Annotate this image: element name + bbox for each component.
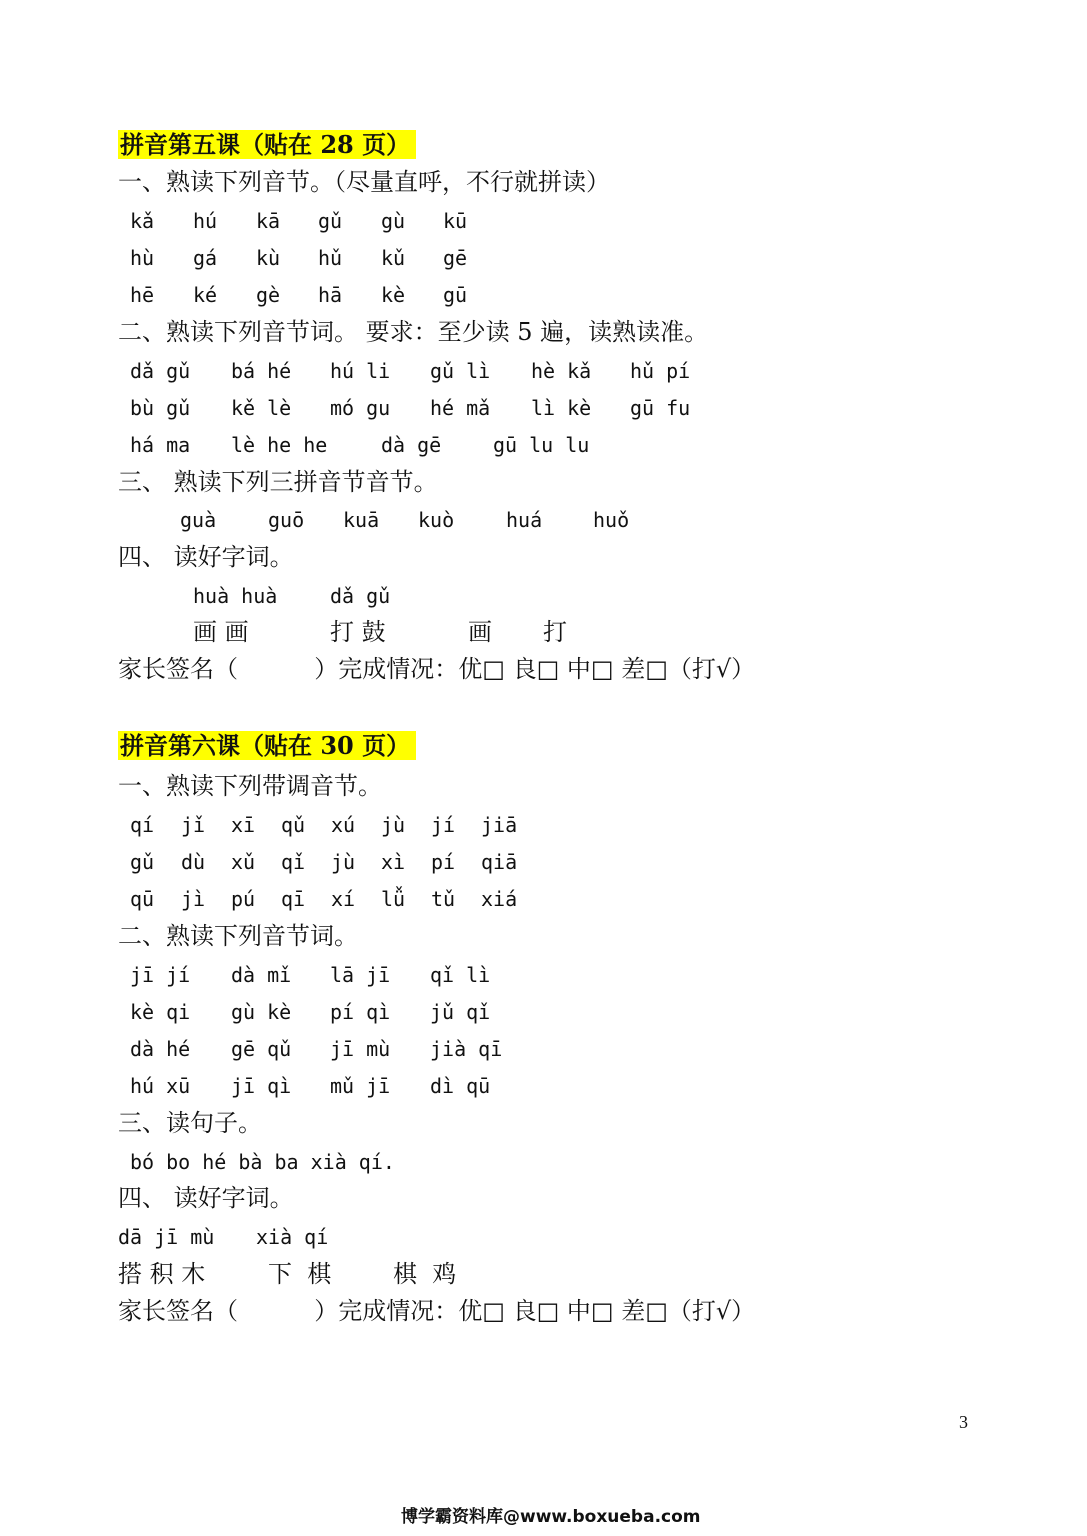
syllable: qǔ xyxy=(281,813,306,837)
word: jǔ qǐ xyxy=(430,1000,491,1024)
syllable: lǚ xyxy=(381,887,406,911)
syllable: gá xyxy=(193,246,218,270)
word-chars: 画 画 xyxy=(193,618,249,646)
word-chars: 搭 积 木 xyxy=(118,1260,206,1288)
syllable: qí xyxy=(130,813,155,837)
word: kè qi xyxy=(130,1000,191,1024)
syllable: jù xyxy=(381,813,406,837)
page-number: 3 xyxy=(959,1412,968,1432)
syllable: gē xyxy=(443,246,468,270)
word: hè kǎ xyxy=(531,359,592,383)
lesson5-section4-heading: 四、 读好字词。 xyxy=(118,543,294,571)
syllable: xú xyxy=(331,813,356,837)
syllable: huá xyxy=(506,508,543,532)
syllable: xì xyxy=(381,850,406,874)
syllable: gù xyxy=(381,209,406,233)
word: hǔ pí xyxy=(630,359,691,383)
word-chars: 下 棋 xyxy=(268,1260,332,1288)
word-chars: 打 xyxy=(543,618,567,646)
syllable: gǔ xyxy=(130,850,155,874)
word: gū lu lu xyxy=(493,433,590,457)
syllable: hù xyxy=(130,246,155,270)
syllable: jǐ xyxy=(181,813,206,837)
syllable: kǎ xyxy=(130,209,155,233)
syllable: jù xyxy=(331,850,356,874)
syllable: jì xyxy=(181,887,206,911)
syllable: ké xyxy=(193,283,218,307)
syllable: kuā xyxy=(343,508,380,532)
syllable: kuò xyxy=(418,508,455,532)
word: dì qū xyxy=(430,1074,491,1098)
syllable: hú xyxy=(193,209,218,233)
syllable: qǐ xyxy=(281,850,306,874)
syllable: xī xyxy=(231,813,256,837)
word-pinyin: dā jī mù xyxy=(118,1225,215,1249)
word: jī qì xyxy=(231,1074,292,1098)
syllable: pí xyxy=(431,850,456,874)
word: kě lè xyxy=(231,396,292,420)
lesson5-section1-heading: 一、熟读下列音节。（尽量直呼，不行就拼读） xyxy=(118,168,610,196)
syllable: qū xyxy=(130,887,155,911)
lesson6-title: 拼音第六课（贴在 30 页） xyxy=(118,731,416,760)
lesson6-section3-heading: 三、读句子。 xyxy=(118,1109,262,1137)
syllable: kǔ xyxy=(381,246,406,270)
word: hú li xyxy=(330,359,391,383)
syllable: xiá xyxy=(481,887,518,911)
syllable: dù xyxy=(181,850,206,874)
syllable: kù xyxy=(256,246,281,270)
word-pinyin: dǎ gǔ xyxy=(330,584,391,608)
syllable: hā xyxy=(318,283,343,307)
syllable: hǔ xyxy=(318,246,343,270)
word: bá hé xyxy=(231,359,292,383)
syllable: gǔ xyxy=(318,209,343,233)
word: bù gǔ xyxy=(130,396,191,420)
syllable: guō xyxy=(268,508,305,532)
word: dà mǐ xyxy=(231,963,292,987)
word: gǔ lì xyxy=(430,359,491,383)
lesson6-parent-signature: 家长签名（ ）完成情况：优□ 良□ 中□ 差□（打√） xyxy=(118,1297,756,1325)
word: hé mǎ xyxy=(430,396,491,420)
syllable: jiā xyxy=(481,813,518,837)
word: dǎ gǔ xyxy=(130,359,191,383)
syllable: kā xyxy=(256,209,281,233)
word: pí qì xyxy=(330,1000,391,1024)
lesson5-parent-signature: 家长签名（ ）完成情况：优□ 良□ 中□ 差□（打√） xyxy=(118,655,756,683)
word-pinyin: huà huà xyxy=(193,584,278,608)
lesson5-title: 拼音第五课（贴在 28 页） xyxy=(118,130,416,159)
word-chars: 打 鼓 xyxy=(330,618,386,646)
syllable: kū xyxy=(443,209,468,233)
word: jià qī xyxy=(430,1037,503,1061)
word: qǐ lì xyxy=(430,963,491,987)
footer-watermark: 博学霸资料库@www.boxueba.com xyxy=(401,1507,701,1527)
word: hú xū xyxy=(130,1074,191,1098)
word: há ma xyxy=(130,433,191,457)
word: gù kè xyxy=(231,1000,292,1024)
syllable: jí xyxy=(431,813,456,837)
word-chars: 画 xyxy=(468,618,492,646)
word: mó gu xyxy=(330,396,391,420)
syllable: pú xyxy=(231,887,256,911)
lesson5-section2-heading: 二、熟读下列音节词。 要求：至少读 5 遍，读熟读准。 xyxy=(118,318,709,346)
lesson6-section2-heading: 二、熟读下列音节词。 xyxy=(118,922,358,950)
lesson5-section3-heading: 三、 熟读下列三拼音节音节。 xyxy=(118,468,438,496)
lesson6-section1-heading: 一、熟读下列带调音节。 xyxy=(118,772,382,800)
syllable: qiā xyxy=(481,850,518,874)
syllable: huǒ xyxy=(593,508,630,532)
syllable: qī xyxy=(281,887,306,911)
syllable: hē xyxy=(130,283,155,307)
lesson6-sentence: bó bo hé bà ba xià qí. xyxy=(130,1150,395,1174)
word: gē qǔ xyxy=(231,1037,292,1061)
syllable: guà xyxy=(180,508,217,532)
syllable: tǔ xyxy=(431,887,456,911)
word-pinyin: xià qí xyxy=(256,1225,329,1249)
word: dà gē xyxy=(381,433,442,457)
word: lì kè xyxy=(531,396,592,420)
word: jī mù xyxy=(330,1037,391,1061)
syllable: kè xyxy=(381,283,406,307)
word: lè he he xyxy=(231,433,328,457)
word: jī jí xyxy=(130,963,191,987)
syllable: xǔ xyxy=(231,850,256,874)
lesson6-section4-heading: 四、 读好字词。 xyxy=(118,1184,294,1212)
word-chars: 棋 鸡 xyxy=(393,1260,457,1288)
syllable: gū xyxy=(443,283,468,307)
word: gū fu xyxy=(630,396,691,420)
syllable: gè xyxy=(256,283,281,307)
word: mǔ jī xyxy=(330,1074,391,1098)
word: dà hé xyxy=(130,1037,191,1061)
syllable: xí xyxy=(331,887,356,911)
word: lā jī xyxy=(330,963,391,987)
